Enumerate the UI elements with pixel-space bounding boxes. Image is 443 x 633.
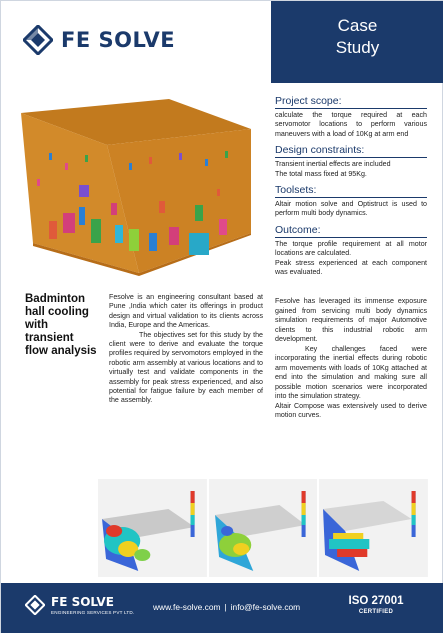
separator: |: [224, 602, 227, 612]
section-text: Altair motion solve and Optistruct is used to perform multi body dynamics.: [275, 200, 427, 218]
footer-brand: [51, 596, 134, 615]
section-title: Design constraints:: [275, 142, 427, 158]
section-text: The torque profile requirement at all motor locations are calculated.: [275, 239, 427, 258]
simulation-contour-image: [98, 479, 207, 577]
section-title: Toolsets:: [275, 182, 427, 198]
case-study-banner: [271, 1, 443, 83]
objectives-paragraph: The objectives set for this study by the client were to derive and evaluate the torque profiles required by servomotors employed in the robotic arm assembly at various locations and to virtually test and validate components in the assembly for peak stress experienced, and also potential for fatigue failure by each member of the assembly.: [109, 330, 263, 405]
summary-column: [275, 93, 427, 280]
diamond-logo-icon: [25, 595, 45, 615]
simulation-contour-image: [319, 479, 428, 577]
section-text: The total mass fixed at 95Kg.: [275, 169, 367, 178]
brand-name: FE SOLVE: [61, 28, 176, 52]
challenges-paragraph: Key challenges faced were incorporating the inertial effects during robotic arm movements with loads of 10Kg attached at end into the simulation and making sure all possible motion scenarios were incorporated into the simulation strategy.: [275, 344, 427, 400]
footer-logo: [25, 595, 134, 615]
brand-logo: [23, 25, 175, 55]
iso-certification: [341, 595, 411, 615]
intro-text: [109, 293, 263, 406]
email-link[interactable]: info@fe-solve.com: [230, 602, 301, 612]
iso-label: ISO 27001: [348, 595, 404, 607]
title-line: Badminton: [25, 293, 86, 305]
section-toolsets: [275, 182, 427, 219]
section-text: Transient inertial effects are included: [275, 160, 391, 169]
footer-bar: [1, 583, 443, 633]
title-line: transient: [25, 332, 74, 344]
section-text: Peak stress experienced at each component was evaluated.: [275, 258, 427, 277]
certified-label: CERTIFIED: [358, 609, 394, 615]
section-text-group: [275, 160, 427, 179]
section-text: calculate the torque required at each servomotor locations to perform various maneuvers with a load of 10Kg at arm end: [275, 111, 427, 138]
section-design-constraints: [275, 142, 427, 179]
section-text-group: [275, 240, 427, 278]
section-title: Outcome:: [275, 222, 427, 238]
title-line: with: [25, 319, 48, 331]
details-text: [275, 297, 427, 421]
study-label: Study: [335, 38, 380, 57]
section-title: Project scope:: [275, 93, 427, 109]
simulation-contour-image: [209, 479, 318, 577]
tools-paragraph: Altair Compose was extensively used to derive motion curves.: [275, 401, 427, 419]
hall-3d-model-image: [19, 93, 267, 283]
simulation-results-strip: [98, 479, 428, 577]
experience-paragraph: Fesolve has leveraged its immense exposure gained from servicing multi body dynamics simulation requirements of major Automotive clients to this industrial robotic arm development.: [275, 297, 427, 343]
title-line: flow analysis: [25, 345, 97, 357]
intro-paragraph: Fesolve is an engineering consultant based at Pune ,India which cater its offerings in product design and virtual validation to its clients across India, Europe and the Americas.: [109, 293, 263, 330]
case-title: [25, 293, 105, 358]
footer-contact: [153, 602, 300, 612]
diamond-logo-icon: [23, 25, 53, 55]
footer-brand-name: FE SOLVE: [51, 594, 114, 609]
case-label: Case: [337, 16, 378, 35]
footer-brand-subtitle: ENGINEERING SERVICES PVT LTD.: [51, 609, 135, 615]
title-line: hall cooling: [25, 306, 89, 318]
website-link[interactable]: www.fe-solve.com: [153, 602, 221, 612]
section-outcome: [275, 222, 427, 278]
section-project-scope: [275, 93, 427, 139]
